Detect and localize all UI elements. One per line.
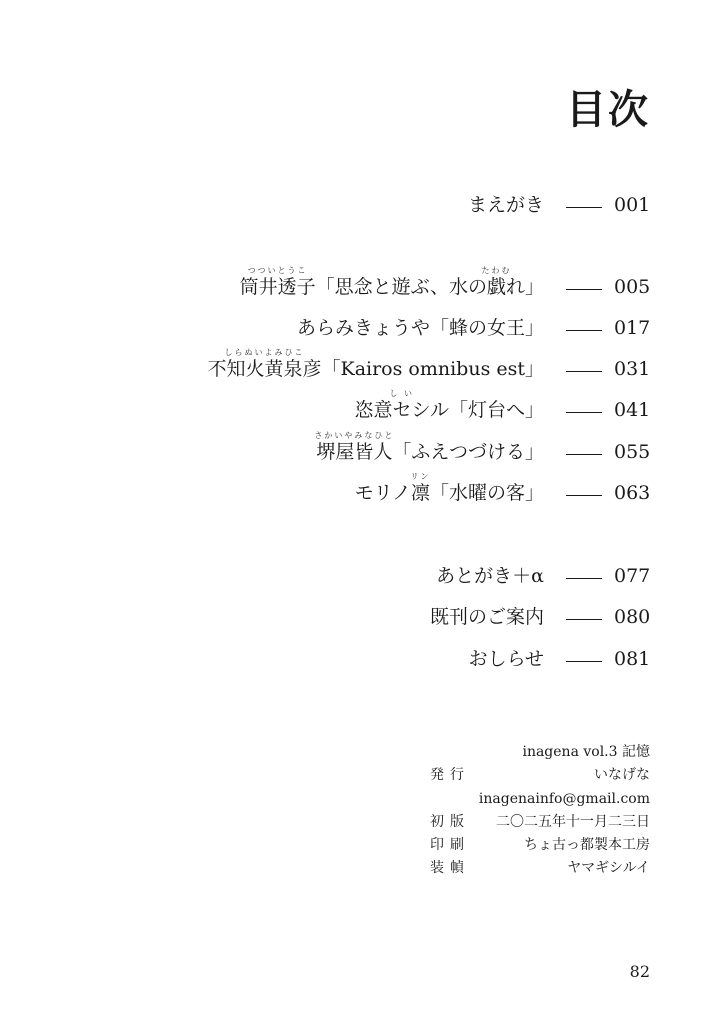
leader-dash: [566, 495, 602, 496]
toc-entry-tsutsui[interactable]: [239, 266, 651, 298]
colophon-publisher: いなげな: [594, 767, 650, 783]
toc-page-number: 077: [614, 565, 651, 587]
page-title: 目次: [566, 86, 650, 133]
toc-page-number: 055: [614, 441, 651, 463]
toc-entry-sakaiya[interactable]: [314, 431, 651, 463]
leader-dash: [566, 619, 602, 620]
author-name: さかいやみなひと 堺屋皆人: [314, 431, 395, 463]
colophon-email[interactable]: inagenainfo@gmail.com: [478, 791, 650, 807]
toc-page-number: 031: [614, 358, 651, 380]
leader-dash: [566, 412, 602, 413]
work-title: 「思念と遊ぶ、水の たわむ 戯れ」: [315, 266, 544, 298]
leader-dash: [566, 330, 602, 331]
author-name: つついとうこ 筒井透子: [239, 266, 316, 298]
leader-dash: [566, 454, 602, 455]
toc-label: [207, 348, 544, 380]
toc-entry-foreword[interactable]: [468, 196, 650, 215]
author-name: モリノ リン 凛: [354, 472, 431, 504]
work-ruby: たわむ: [481, 266, 512, 275]
toc-label: [314, 431, 544, 463]
work-title: 「水曜の客」: [429, 482, 544, 504]
colophon-key-first-edition: 初版: [430, 814, 470, 830]
toc-label: [239, 266, 544, 298]
toc-entry-shii[interactable]: [354, 389, 651, 421]
toc-page-number: 080: [614, 606, 651, 628]
colophon-title: inagena vol.3 記憶: [522, 744, 650, 760]
toc-label: おしらせ: [468, 648, 544, 670]
toc-entry-afterword[interactable]: [436, 567, 650, 586]
author-name: あらみきょうや: [296, 317, 430, 339]
work-title: 「蜂の女王」: [429, 317, 544, 339]
page-number: 82: [629, 962, 650, 981]
colophon-key-printer: 印刷: [430, 837, 470, 853]
author-ruby: しらぬいよみひこ: [224, 348, 305, 357]
leader-dash: [566, 207, 602, 208]
toc-page-number: 001: [614, 194, 651, 216]
toc-entry-morino[interactable]: [354, 472, 651, 504]
author-ruby: リン: [410, 472, 431, 481]
toc-entry-backlist[interactable]: [430, 608, 650, 627]
leader-dash: [566, 661, 602, 662]
work-ruby-base: たわむ 戯: [481, 266, 512, 298]
leader-dash: [566, 289, 602, 290]
author-name: し い 恣意セシル: [354, 389, 449, 421]
colophon-first-edition: 二〇二五年十一月二三日: [496, 814, 650, 830]
colophon-key-design: 装幀: [430, 860, 470, 876]
leader-dash: [566, 371, 602, 372]
toc-label: [297, 319, 544, 338]
colophon-printer: ちょ古っ都製本工房: [524, 837, 650, 853]
work-title: 「灯台へ」: [448, 399, 544, 421]
author-ruby: し い: [389, 389, 414, 398]
toc-page-number: 017: [614, 317, 651, 339]
author-name: しらぬいよみひこ 不知火黄泉彦: [207, 348, 322, 380]
toc-label: あとがき＋α: [436, 565, 544, 587]
author-ruby: さかいやみなひと: [314, 431, 395, 440]
colophon-key-publisher: 発行: [430, 767, 470, 783]
toc-entry-arami[interactable]: [297, 319, 650, 338]
toc-label: まえがき: [467, 194, 544, 216]
toc-entry-shiranui[interactable]: [207, 348, 651, 380]
toc-page-number: 081: [614, 648, 651, 670]
toc-page-number: 041: [614, 399, 651, 421]
toc-label: [354, 389, 544, 421]
author-ruby-base: リン 凛: [410, 472, 431, 504]
toc-label: [354, 472, 544, 504]
author-ruby: つついとうこ: [247, 266, 308, 275]
leader-dash: [566, 578, 602, 579]
colophon-design: ヤマギシルイ: [567, 860, 650, 876]
toc-page-number: 005: [614, 276, 651, 298]
toc-entry-notice[interactable]: [469, 650, 650, 669]
work-title: 「Kairos omnibus est」: [321, 358, 544, 380]
toc-page-number: 063: [614, 482, 651, 504]
work-title: 「ふえつづける」: [392, 441, 544, 463]
toc-label: 既刊のご案内: [429, 606, 544, 628]
